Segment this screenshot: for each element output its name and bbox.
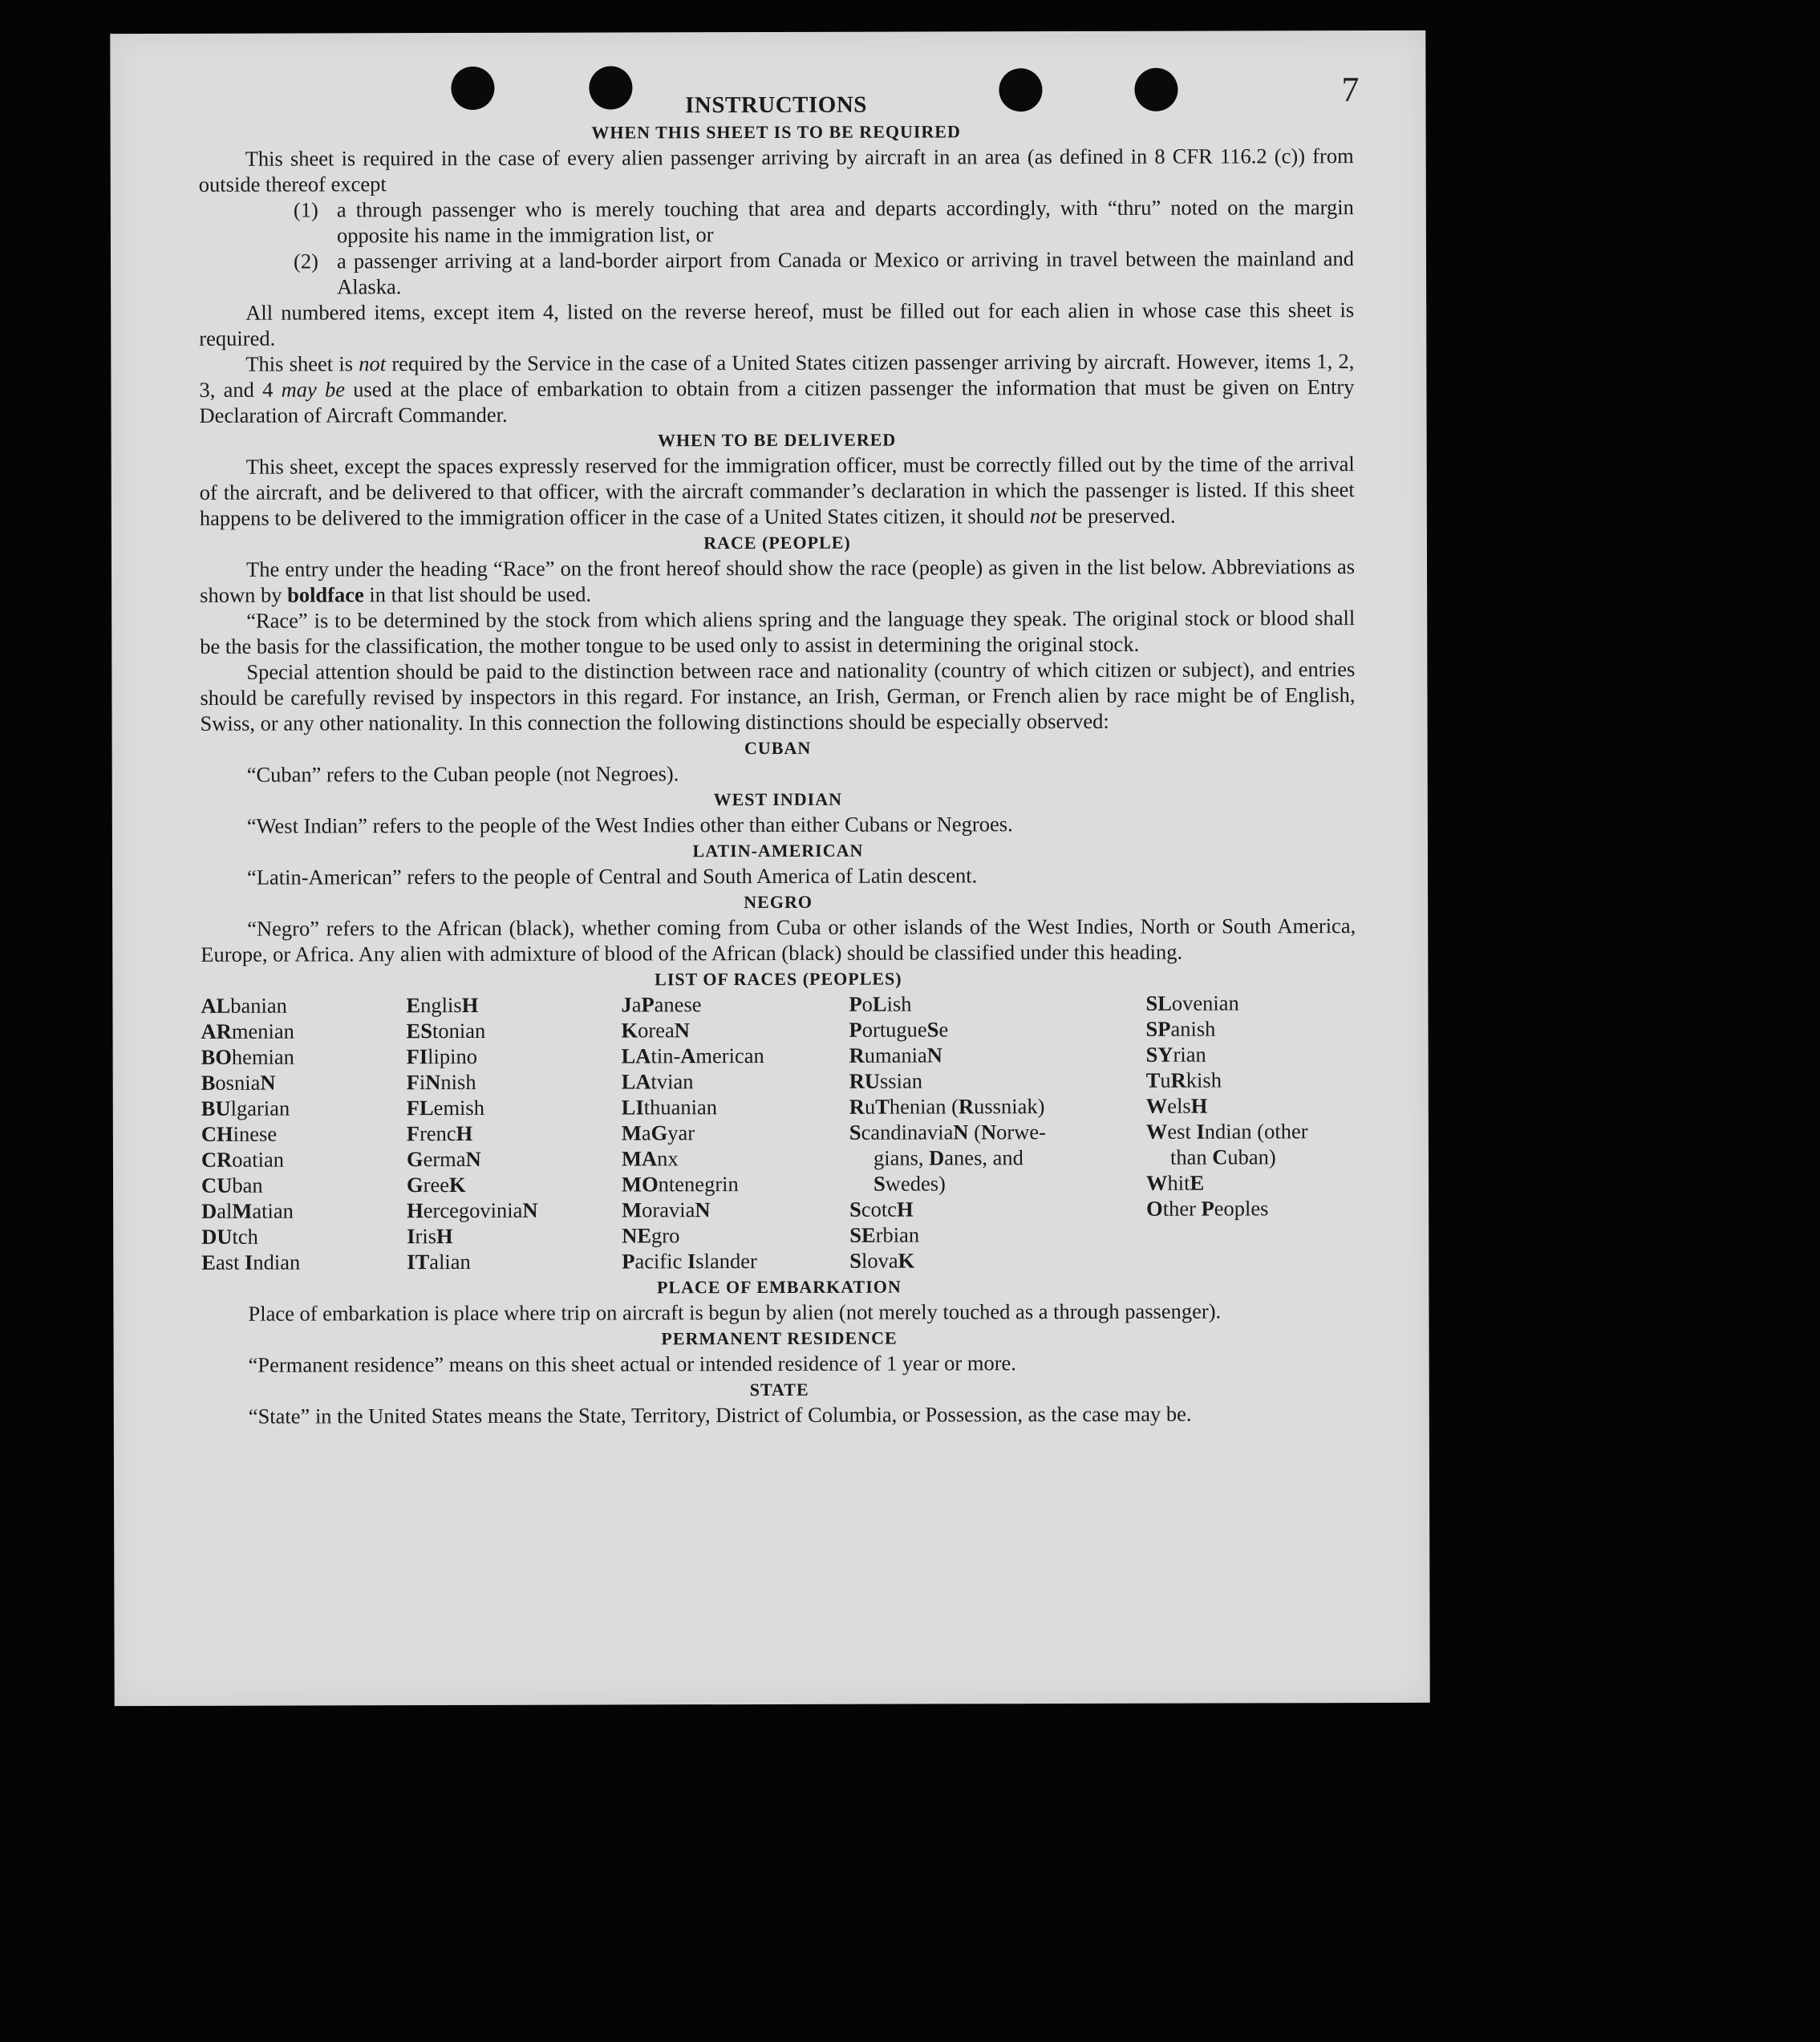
race-entry: Swedes) [873,1171,946,1196]
race-entry: ALbanian [201,993,287,1018]
race-entry: PortugueSe [849,1017,949,1042]
section-heading-embarkation: PLACE OF EMBARKATION [656,1276,902,1298]
paragraph: “Permanent residence” means on this sheet actual or intended residence of 1 year or more. [248,1351,1016,1377]
race-entry: DalMatian [201,1198,294,1223]
races-column [849,991,1146,1274]
race-entry: JaPanese [621,992,702,1017]
race-entry: Pacific Islander [622,1249,757,1274]
paragraph: Special attention should be paid to the distinction between race and nationality (country of which citizen or subject), and entries should be carefully revised by inspectors in this regard. For instance, an Irish, German, or French alien by race might be of English, Swiss, or any other nationality. In this connection the following distinctions should be especially observed: [200,657,1356,735]
paragraph: All numbered items, except item 4, listed on the reverse hereof, must be filled out for each alien in whose case this sheet is required. [199,298,1355,350]
item-text: a through passenger who is merely touching that area and departs accordingly, with “thru” noted on the margin opposite his name in the immigration list, or [336,195,1354,248]
race-entry: MoraviaN [622,1197,711,1222]
race-entry: EnglisH [406,992,479,1018]
section-heading-latin-american: LATIN-AMERICAN [692,840,864,861]
race-entry: SlovaK [849,1248,915,1273]
race-entry: MaGyar [621,1120,695,1145]
paragraph: This sheet is not required by the Service in the case of a United States citizen passenger arriving by aircraft. However, items 1, 2, 3, and 4 may be used at the place of embarkation to obtain from a citizen passenger the information that must be given on Entry Declaration of Aircraft Commander. [199,349,1355,427]
race-entry: FIlipino [406,1043,477,1069]
race-entry: FrencH [406,1120,473,1146]
section-heading-when-required: WHEN THIS SHEET IS TO BE REQUIRED [591,121,961,143]
race-entry: West Indian (other [1145,1119,1308,1144]
race-entry: RumaniaN [849,1043,942,1068]
race-entry: FLemish [406,1095,485,1120]
race-entry: IrisH [407,1224,453,1249]
paragraph: This sheet is required in the case of every alien passenger arriving by aircraft in an area (as defined in 8 CFR 116.2 (c)) from outside thereof except [198,144,1354,197]
race-entry: SPanish [1145,1016,1216,1041]
race-entry: SLovenian [1145,991,1239,1015]
item-number: (2) [293,249,318,273]
section-heading-residence: PERMANENT RESIDENCE [661,1327,898,1349]
races-column [621,991,849,1274]
race-entry: KoreaN [621,1018,690,1043]
section-heading-race: RACE (PEOPLE) [703,532,851,553]
race-entry: LAtvian [621,1069,694,1094]
paragraph: “Negro” refers to the African (black), whether coming from Cuba or other islands of the West Indies, North or South America, Europe, or Africa. Any alien with admixture of blood of the African (black) should be classified under this heading. [201,914,1356,966]
race-entry: RuThenian (Russniak) [849,1094,1045,1119]
race-entry: CHinese [201,1121,278,1146]
section-heading-state: STATE [749,1379,809,1400]
corner-mark: 7 [1341,70,1360,110]
race-entry: ScotcH [849,1197,914,1222]
race-entry: East Indian [201,1250,301,1274]
item-text: a passenger arriving at a land-border airport from Canada or Mexico or arriving in travel between the mainland and Alaska. [336,246,1355,299]
race-entry: EStonian [406,1018,486,1043]
race-entry: HercegoviniaN [407,1197,538,1223]
race-entry: NEgro [622,1223,680,1248]
race-entry: MOntenegrin [621,1172,739,1197]
section-heading-west-indian: WEST INDIAN [713,788,842,810]
race-entry: CUban [201,1173,263,1197]
section-heading-list-of-races: LIST OF RACES (PEOPLES) [655,968,902,990]
paragraph: This sheet, except the spaces expressly reserved for the immigration officer, must be correctly filled out by the time of the arrival of the aircraft, and be delivered to that officer, with the aircraft commander’s declaration in which the passenger is listed. If this sheet happens to be delivered to the immigration officer in the case of a United States citizen, it should not be preserved. [199,452,1355,530]
list-item [294,194,1354,248]
race-entry: RUssian [849,1068,923,1093]
section-heading-negro: NEGRO [744,891,813,913]
race-entry: SErbian [849,1222,920,1247]
race-entry: WelsH [1145,1093,1208,1118]
race-entry: PoLish [849,991,912,1016]
race-entry: FiNnish [406,1069,476,1095]
section-heading-cuban: CUBAN [744,737,812,759]
page-title: INSTRUCTIONS [685,91,867,119]
race-entry: GreeK [406,1172,466,1197]
paragraph: “West Indian” refers to the people of the West Indies other than either Cubans or Negroes. [246,812,1013,838]
race-entry: gians, Danes, and [873,1145,1023,1170]
race-entry: CRoatian [201,1147,285,1172]
races-table [201,990,1356,1275]
race-entry: Other Peoples [1146,1196,1269,1221]
item-number: (1) [293,197,318,222]
race-entry: LAtin-American [621,1043,764,1068]
paragraph: “State” in the United States means the State, Territory, District of Columbia, or Possession, as the case may be. [248,1401,1192,1428]
race-entry: than Cuban) [1169,1145,1276,1169]
race-entry: BUlgarian [201,1096,290,1120]
paragraph: “Cuban” refers to the Cuban people (not Negroes). [246,761,679,787]
race-entry: DUtch [201,1224,258,1249]
paragraph: “Race” is to be determined by the stock from which aliens spring and the language they speak. The original stock or blood shall be the basis for the classification, the mother tongue to be used only to assist in determining the original stock. [200,606,1356,658]
race-entry: SYrian [1145,1042,1206,1067]
list-item [294,245,1354,299]
race-entry: GermaN [406,1146,481,1172]
paragraph: The entry under the heading “Race” on the front hereof should show the race (people) as given in the list below. Abbreviations as shown by boldface in that list should be used. [200,554,1356,607]
race-entry: ARmenian [201,1019,294,1043]
race-entry: LIthuanian [621,1095,718,1120]
races-column [1145,990,1356,1273]
document-page [110,30,1429,1706]
paragraph: “Latin-American” refers to the people of Central and South America of Latin descent. [246,863,978,889]
instructions-body [198,90,1356,1429]
section-heading-when-delivered: WHEN TO BE DELIVERED [657,429,897,451]
races-column [201,992,407,1275]
paragraph: Place of embarkation is place where trip on aircraft is begun by alien (not merely touched as a through passenger). [248,1299,1222,1326]
race-entry: BosniaN [201,1070,276,1095]
race-entry: TuRkish [1145,1068,1222,1092]
race-entry: MAnx [621,1146,679,1171]
race-entry: ScandinaviaN (Norwe- [849,1120,1046,1145]
race-entry: BOhemian [201,1044,294,1069]
races-column [406,991,622,1274]
race-entry: WhitE [1145,1170,1205,1195]
race-entry: ITalian [407,1249,471,1274]
